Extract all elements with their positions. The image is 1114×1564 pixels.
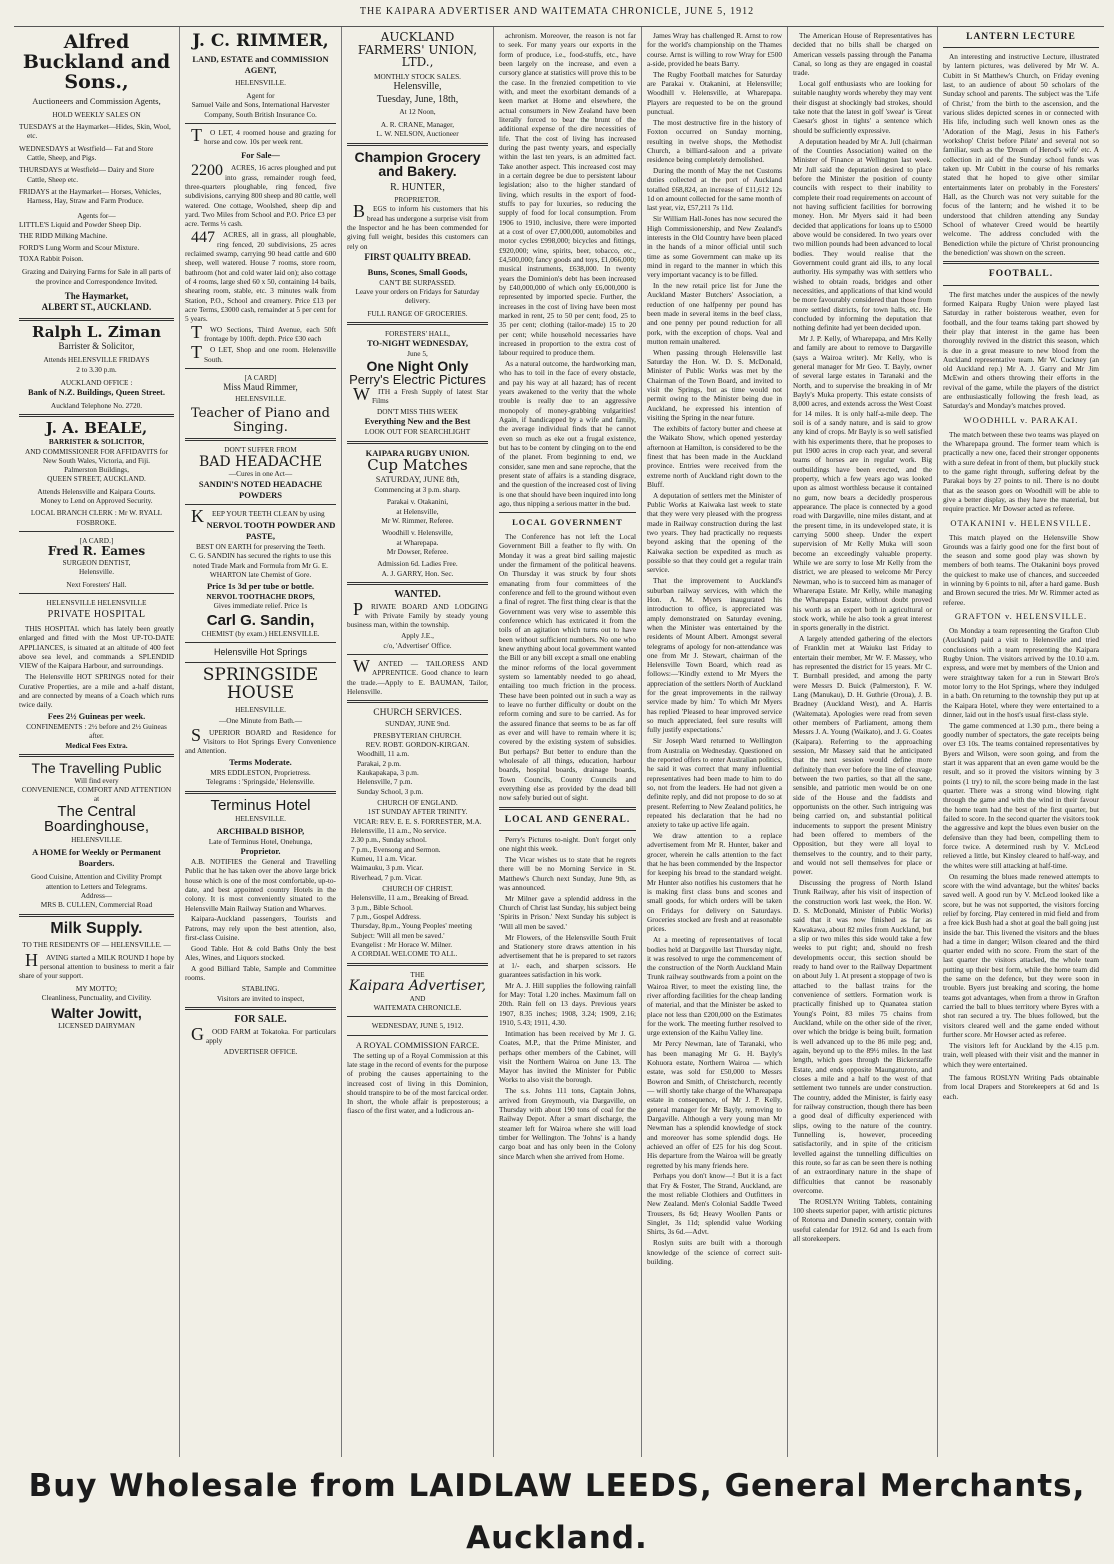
church-pres-item: Kaukapakapa, 3 p.m.: [357, 768, 419, 778]
milk-motto: MY MOTTO;: [75, 983, 118, 993]
farmers-mgr1: A. R. CRANE, Manager,: [380, 120, 455, 130]
buckland-list-item: THURSDAYS at Westfield— Dairy and Store Cattle, Sheep etc.: [19, 165, 155, 184]
rimmer-shop: TO LET, Shop and one room. Helensville South.: [191, 342, 336, 364]
rimmer-agents: Samuel Vaile and Sons, International Harvester Company, South British Insurance Co.: [191, 100, 330, 119]
milk-motto-2: Cleanliness, Punctuality, and Civility.: [41, 992, 152, 1002]
beale-title: J. A. BEALE,: [45, 419, 148, 438]
church-title: CHURCH SERVICES.: [373, 708, 462, 719]
hunter-range: FULL RANGE OF GROCERIES.: [367, 308, 468, 318]
news-para: James Wray has challenged R. Arnst to row for the world's championship on the Thames course. Arnst is willing to row Wray for £500 a-side, provided he beats Barry.: [647, 31, 782, 68]
ziman-line: Attends HELENSVILLE FRIDAYS: [43, 355, 150, 365]
column-7: [938, 27, 1104, 1457]
farmers-monthly: MONTHLY STOCK SALES.: [373, 71, 462, 81]
church-eng-sub: 1ST SUNDAY AFTER TRINITY.: [367, 807, 468, 817]
roslyn-note: The famous ROSLYN Writing Pads obtainable from local Drapers and Storekeepers at 6d and 1s each.: [943, 1072, 1099, 1101]
church-pres-item: Parakai, 2 p.m.: [357, 758, 401, 768]
news-para: The American House of Representatives has decided that no bills shall be charged on American vessels passing through the Panama Canal, so long as they are engaged in coastal trade.: [793, 31, 932, 78]
hunter-body: BEGS to inform his customers that his bread has undergone a surprise visit from the Inspector and he has been commended for giving full weight, besides this customers can rely on: [347, 201, 488, 251]
farmers-town: Helensville,: [393, 81, 442, 93]
church-christ-item: 7 p.m., Gospel Address.: [351, 912, 421, 921]
springs-bath: —One Minute from Bath.—: [218, 716, 303, 726]
farmers-mgr2: L. W. NELSON, Auctioneer: [376, 129, 459, 139]
lantern-body: An interesting and instructive Lecture, illustrated by lantern pictures, was delivered by Mr W. A. Cubitt in St Matthew's Church, on Friday evening last, to an audience of about 50 scholars of the Sunday school and parents. The subject was the 'Life of Christ,' from the birth to the ascension, and the various slides depicted scenes in or connected with His life, including such well known ones as the 'Adoration of the Magi, Jesus in his Father's workshop' Christ before Pilate' and several not so familiar, such as the 'Dream of Herod's wife' etc. A collection in aid of the Sunday school funds was taken up. Mr Cubitt in the course of his remarks stated that he hoped to give other similar entertainments later on probably in the Foresters' Hall, as the Church was not very suitable for the focus of the lantern; and he wished it to be understood that children attending any Sunday School of whatever Creed would be heartily welcome. The address concluded with the Benediction while the picture of 'Christ pronouncing the benediction' was shown on the screen.: [943, 52, 1099, 258]
masthead: THE KAIPARA ADVERTISER AND WAITEMATA CHRONICLE, JUNE 5, 1912: [359, 6, 755, 17]
match3-body-2: The game commenced at 1.30 p.m., there being a goodly number of spectators, the gate receipts being over £3 10s. The teams contained representatives by Byers and Wilson, were soon going, and from the start it was apparent that an even game would be the result, and so it proved the visitors winning by 3 points (1 try) to nil, the score being made in the last quarter. There was a strong wind blowing right through the game and with the wind in their favour the home team had the best of the first quarter, but failed to score. In the second quarter the visitors took the aggressive and kept the blues even busier on the defensive than they had been, compelling them to force twice. A determined rush by V. McLeod relieved a little, but Kinsley cleared to half-way, and the whites were still attacking at half-time.: [943, 720, 1099, 870]
rugby-match-1: Parakai v. Otakanini,: [386, 497, 449, 507]
hunter-name: R. HUNTER,: [390, 182, 445, 194]
church-eng-item: Riverhead, 7 p.m. Vicar.: [351, 872, 422, 882]
farmers-date: Tuesday, June, 18th,: [376, 93, 459, 105]
buckland-addr1: The Haymarket,: [64, 290, 129, 301]
rugby-match-2: Woodhill v. Helensville,: [382, 528, 453, 538]
sandin-dont: DON'T SUFFER FROM: [224, 445, 297, 455]
buckland-sub: Auctioneers and Commission Agents,: [32, 95, 161, 106]
news-para: A largely attended gathering of the electors of Franklin met at Waiuku last Friday to entertain their member, Mr W. F. Massey, who has represented the district for 15 years. Mr C. T. Burnball presided, and among the party were Messrs D. Buick (Palmerston), F. W. Lang (Manukau), D. H. Guthrie (Oroua), J. B. Bradney (Auckland West), and A. Harris (Waitemata). Apologies were read from seven other members of Parliament, among them Messrs J. A. Young (Waikato), and J. G. Coates (Kaipara). Referring to the approaching session, Mr Massey said that he anticipated that the next session would define more definitely than ever before the line of cleavage between the two parties, so that all the sane, sensible, and patriotic men would be on one side of the House and the faddists and opportunists on the other. Such intriguing was being carried on, and substantial political inducements to support the present Ministry had been offered to members of the Opposition, but they were all loyal to themselves to the country, and to their party, and would not sell themselves for place or power.: [793, 634, 932, 877]
milk-title: Milk Supply.: [50, 919, 143, 937]
church-eng-item: 2.30 p.m., Sunday school.: [351, 835, 427, 845]
rimmer-447: ACRES, all in grass, all ploughable, ring fenced, 20 subdivisions, 25 acres reclaimed swamp, carrying 90 head cattle and 600 sheep, well watered. House 7 rooms, store room, bathroom (hot and cold water laid on); also cottage of 4 rooms, large shed 60 x 50, containing 14 bails, shearing room, stable, etc. 3 minutes walk from Station, P.O., School and creamery. Price £13 per acre Terms, £3000 cash, remainder at 5 per cent for 5 years.: [185, 230, 336, 324]
article-para: As a natural outcome, the hardworking man, who has to toil in the face of every obstacle, and pay his way at all hazard; has of recent years awakened to the verity that the whole trouble is really due to an aggressive monopoly of money-grabbing vulgarities! Again, if handicapped by a wife and family, the average individual finds that he cannot even so much as eke out a frugal existence, but has to be content by clinging on to the end of the planet. From beginning to end, we consider, sane men and sane reproche, that the present state of affairs is a standing disgrace, and the question of the increased cost of living is one that should have been inquired into long ago, thus nipping a serious matter in the bud.: [499, 358, 636, 508]
hunter-bread: FIRST QUALITY BREAD.: [364, 252, 471, 263]
column-5: [642, 27, 788, 1457]
rugby-date: SATURDAY, JUNE 8th,: [375, 474, 460, 485]
travel-line: CONVENIENCE, COMFORT AND ATTENTION at: [21, 784, 172, 804]
footer-banner: Buy Wholesale from LAIDLAW LEEDS, General Merchants, Auckland.: [28, 1468, 1086, 1556]
column-2: [180, 27, 342, 1457]
farmers-time: At 12 Noon,: [399, 106, 436, 116]
match3-body: On Monday a team representing the Grafton Club (Auckland) paid a visit to Helensville and tried conclusions with a team representing the Kaipara Rugby Union. The visitors arrived by the 10.10 a.m. express, and were met by members of the Union and were straightway taken for a run in Stewart Bro's motor lorry to the Hot Springs, where they indulged in a bath. On returning to the township they put up at the Kaipara Hotel, where they were entertained to a dinner, laid out in the host's usual first-class style.: [943, 626, 1099, 719]
sandin-name: Carl G. Sandin,: [206, 611, 315, 629]
springs-terms: Terms Moderate.: [229, 757, 292, 768]
terminus-town: HELENSVILLE.: [235, 813, 286, 823]
pictures-every: Everything New and the Best: [364, 416, 471, 427]
beale-clerk: LOCAL BRANCH CLERK : Mr W. RYALL FOSBROKE.: [30, 508, 163, 527]
news-para: Sir William Hall-Jones has now secured the High Commissionership, and New Zealand's interests in the Old Country have been placed in the hands of a minor official until such time as some Government can make up its mind in regard to the manner in which this very important vacancy is to be filled.: [647, 214, 782, 280]
terminus-prop: Proprietor.: [240, 846, 281, 857]
forsale-title: FOR SALE.: [234, 1013, 287, 1025]
church-eng-item: Kumeu, 11 a.m. Vicar.: [351, 854, 417, 864]
hospital-name: PRIVATE HOSPITAL: [47, 609, 146, 621]
paper-chron: WAITEMATA CHRONICLE.: [373, 1002, 462, 1012]
terminus-invite: Visitors are invited to inspect,: [216, 993, 305, 1003]
pictures-june: June 5,: [407, 349, 428, 359]
local-para: Intimation has been received by Mr J. G. Coates, M.P., that the Prime Minister, and perhaps other members of the Cabinet, will visit the Northern Wairoa on June 13. The Mayor has invited the Minister for Public Works to also visit the borough.: [499, 1028, 636, 1085]
column-3: [342, 27, 494, 1457]
church-eng-item: Helensville, 11 a.m., No service.: [351, 826, 447, 836]
sandin-bad: BAD HEADACHE: [198, 453, 323, 470]
rimmer-two: TWO Sections, Third Avenue, each 50ft frontage by 100ft. depth. Price £30 each: [191, 322, 336, 344]
travel-cuisine: Good Cuisine, Attention and Civility Prompt attention to Letters and Telegrams.: [31, 872, 162, 891]
farce-body: The setting up of a Royal Commission at this late stage in the record of events for the purpose of probing the causes appertaining to the increased cost of living in this Dominion, should transpire to be of the most farcical order. In short, the whole affair is preposterous; a fiasco of the first water, and a ludicrous an-: [347, 1050, 488, 1116]
rimmer-forsale: For Sale—: [241, 149, 280, 160]
hunter-cant: CAN'T BE SURPASSED.: [379, 277, 456, 287]
news-para: The ROSLYN Writing Tablets, containing 100 sheets superior paper, with artistic pictures of Rotorua and Dunedin scenery, contain with useful calendar for 1912. 6d and 1s each from all storekeepers.: [793, 1196, 932, 1243]
eames-card: [A CARD.]: [79, 536, 114, 546]
church-christ-item: Thursday, 8p.m., Young Peoples' meeting Subject: 'Will all men be saved.': [351, 921, 473, 940]
wanted-apply: Apply J.E.,: [401, 631, 434, 641]
buckland-sales: HOLD WEEKLY SALES ON: [52, 109, 141, 119]
wanted-body: PRIVATE BOARD AND LODGING with Private Family by steady young business man, within the township.: [347, 598, 488, 630]
news-para: A deputation of settlers met the Minister of Public Works at Kaiwaka last week to state that they were very pleased with the progress made in Railway construction during the last two years. They had practically no requests beyond asking that the opening of the Kaiwaka section be expedited as much as possible so that they could get a regular train service.: [647, 490, 782, 575]
eames-next: Next Foresters' Hall.: [66, 579, 127, 589]
buckland-title: Alfred Buckland and Sons.,: [22, 31, 171, 93]
news-para: Perhaps you don't know—! But it is a fact that Fry & Foster, The Strand, Auckland, are the most reliable Clothiers and Outfitters in New Zealand. Men's Colonial Saddle Tweed Trousers, 8s 6d; Heavy Woollen Pants or Singlet, 3s 11d; splendid value Working Shirts, 3s 6d.—Advt.: [647, 1171, 782, 1237]
local-para: Mr Milner gave a splendid address in the Church of Christ last Sunday, his subject being 'Spirits in Prison.' Next Sunday his subject is 'Will all men be saved.': [499, 893, 636, 931]
hunter-prop: PROPRIETOR.: [394, 194, 441, 204]
church-pres: PRESBYTERIAN CHURCH.: [373, 730, 462, 740]
milk-name: Walter Jowitt,: [51, 1005, 142, 1022]
buckland-list: [19, 122, 174, 206]
rimmer-447-num: 447: [191, 229, 215, 247]
rugby-match-2c: Mr Dowser, Referee.: [386, 547, 449, 557]
terminus-owner: ARCHIBALD BISHOP,: [216, 825, 305, 836]
agent-item: LITTLE'S Liquid and Powder Sheep Dip.: [19, 219, 142, 229]
church-christ-item: Evangelist : Mr Horace W. Milner.: [351, 939, 453, 949]
springs-town: HELENSVILLE.: [235, 705, 286, 715]
terminus-late: Late of Terminus Hotel, Onehunga,: [208, 836, 313, 846]
farmers-title: AUCKLAND FARMERS' UNION, LTD.,: [357, 30, 478, 70]
sandin-price: Price 1s 3d per tube or bottle.: [206, 581, 315, 592]
rimmer-sub: LAND, ESTATE and COMMISSION AGENT,: [192, 53, 329, 75]
local-para: The Vicar wishes us to state that he regrets there will be no Morning Service in St. Matthew's Church next Sunday, June 9th, as was announced.: [499, 854, 636, 892]
match2-body: This match played on the Helensville Show Grounds was a fairly good one for the first bout of the season and some good play was shown by members of both teams. The Otakanini boys proved the quickest to make use of chances, and succeeded in winning by 6 points to nil, after a hard game. Bush and Brown secured the tries. Mr W. Rimmer acted as referee.: [943, 532, 1099, 607]
news-para: Sir Joseph Ward returned to Wellington from Australia on Wednesday. Questioned on the reported offers to enter Australian politics, he said it was correct that many influential representatives had been made to him to do so, not from the leaders. He had not given a definite reply, and did not propose to do so at present. Referring to New Zealand politics, he repeated his declaration that he had no anxiety to take up active life again.: [647, 736, 782, 830]
column-1: [14, 27, 180, 1457]
column-4: [494, 27, 642, 1457]
agent-item: THE RIDD Milking Machine.: [19, 231, 108, 241]
sandin-keep: KEEP YOUR TEETH CLEAN by using: [191, 506, 325, 527]
pictures-with: WITH a Fresh Supply of latest Star Films: [353, 383, 488, 406]
terminus-body-3: Good Table. Hot & cold Baths Only the best Ales, Wines, and Liquors stocked.: [185, 943, 336, 963]
local-para: Perry's Pictures to-night. Don't forget only one night this week.: [499, 834, 636, 854]
news-para: At a meeting of representatives of local bodies held at Dargaville last Thursday night, it was resolved to urge the commencement of the construction of the North Auckland Main Trunk railway southwards from a point on the Wairoa River, to meet the existing line, the river affording facilities for the cheap landing of material, and that the Minister be asked to place not less than £200,000 on the Estimates for the work. The meeting further resolved to urge extension of the Kaihu Valley line.: [647, 935, 782, 1038]
travel-town: HELENSVILLE.: [71, 835, 122, 845]
church-eng-item: Waimauku, 3 p.m. Vicar.: [351, 863, 424, 873]
terminus-title: Terminus Hotel: [210, 796, 311, 814]
rimmer-2200: ACRES, 16 acres ploughed and put into grass, remainder rough feed, three-quarters ploughable, ring fenced, five subdivisions, carrying 800 sheep and 80 cattle, well watered. One cottage, Woolshed, sheep dip and yard. Two Miles from School and P.O. Price £3 per acre. Terms ⅓ cash.: [185, 163, 336, 229]
hospital-fees: Fees 2½ Guineas per week.: [47, 711, 146, 722]
news-para: Local golf enthusiasts who are looking for suitable naughty words whereby they may vent their disgust at shockingly bad strokes, should take note that the latest in golf 'swear' is 'Great Caesar's ghost in tights' a sentence which should be sufficiently expressive.: [793, 79, 932, 135]
pictures-date: TO-NIGHT WEDNESDAY,: [367, 338, 468, 349]
news-para: During the month of May the net Customs duties collected at the port of Auckland totalled £68,824, an increase of £11,612 12s 1d on amount collected for the same month of last year, viz, £57,211 7s 11d.: [647, 166, 782, 213]
wanted-title: WANTED.: [394, 589, 441, 601]
hunter-title: Champion Grocery and Bakery.: [354, 148, 481, 180]
hospital-body-2: The Helensville HOT SPRINGS noted for their Curative Properties, are a mile and a-half distant, and are connected by means of a Coach which runs twice daily.: [19, 672, 174, 710]
rugby-sec: A. J. GARRY, Hon. Sec.: [381, 568, 454, 578]
rimmer-2200-num: 2200: [191, 162, 223, 180]
maud-card: [A CARD]: [244, 372, 277, 382]
article-para: achronism. Moreover, the reason is not far to seek. For many years our exports in the form of produce, i.e., food-stuffs, etc., have been largely on the increase, and even a cursory glance at statistics will prove this to be the case. In the frenzied competition to vie with, and meet the exorbitant demands of a keen market at Home and elsewhere, the actual consumers in New Zealand have been literally forced to bear the brunt of the additional expense of the dire necessities of life. That the cost of living has increased during the past twenty years, and especially within the last ten years, is an admitted fact. Take another aspect. This increased cost may in a certain degree be due to persistent labour legislation; also to the higher standard of living, which results in the export of food-stuffs to pay for luxuries, so reducing the supply of food for local consumption. From 1906 to 1910, inclusive, there were imported at a cost of over £7,000,000, automobiles and motor cycles £998,000; bicycles and fittings, £920,000; wine, spirits, beer, tobacco, etc., £4,500,000; fancy goods and toys, £1,066,000; musical instruments, £638,000. In twenty years the Dominion's debt has been increased by £40,000,000 of which only £6,000,000 is represented by imported specie. Further, the increases in the cost of living have been most marked in rent, 25 to 50 per cent; food, 25 to 35 per cent; clothing (tailor-made) 15 to 20 per cent; while household necessaries have increased in proportion to the extra cost of labour required to produce them.: [499, 31, 637, 358]
rugby-time: Commencing at 3 p.m. sharp.: [374, 485, 461, 495]
paper-and: AND: [409, 993, 426, 1003]
news-para: We draw attention to a replace advertisement from Mr R. Hunter, baker and grocer, wherein he calls attention to the fact that he has been commended by the Inspector for keeping his bread to the standard weight. Mr Hunter also notifies his customers that he is making first class buns and scones and small goods, for which orders will be taken on Fridays for delivery on Saturdays. Groceries stocked are fresh and at reasonable prices.: [647, 831, 782, 934]
ziman-title: Ralph L. Ziman: [32, 322, 161, 341]
news-para: That the improvement to Auckland's suburban railway services, with which the Hon. A. M. Myers inaugurated his introduction to office, is appreciated was amply demonstrated on Saturday evening, when the Minister was entertained by the residents of Mount Albert. Amongst several telegrams of apology for non-attendance was one from Mr J. Stewart, chairman of the Helensville Town Board, which read as follows:—'Kindly extend to Mr Myers the appreciation of the settlers North of Auckland for the great improvements in the railway service made by him.' To which Mr Myers has replied 'Pleased to hear improved service so much appreciated, feel sure results will fully justify expectations.': [647, 576, 782, 735]
church-eng-item: 7 p.m., Evensong and Sermon.: [351, 844, 441, 854]
agent-item: TOXA Rabbit Poison.: [19, 253, 84, 263]
church-pres-list: [347, 749, 488, 796]
church-christ-item: A CORDIAL WELCOME TO ALL.: [351, 949, 458, 959]
sandin-drops: NERVOL TOOTHACHE DROPS,: [206, 592, 315, 602]
news-para: A deputation headed by Mr A. Jull (chairman of the Counties Association) waited on the Minister of Finance at Wellington last week. Mr Jull said the deputation desired to place before the Minister the position of county councils with respect to their inability to complete their road requirements on account of not having sufficient facilities for borrowing money. Hon. Mr Myers said it had been decided that applications for loans up to £5000 above would be considered. In two years over two million pounds had been advanced to local bodies. They would realise that the Government could grant aid ills, to any local authority. His sympathy was with settlers who wished to obtain roads, bridges and other necessities, and applications of that kind would be more favourably considered than those from more settled districts, for town halls, etc. He concluded by informing the deputation that nothing definite had yet been decided upon.: [793, 136, 932, 333]
rugby-adm: Admission 6d. Ladies Free.: [377, 559, 458, 569]
football-body: The first matches under the auspices of the newly formed Kaipara Rugby Union were played last Saturday in rather boisterous weather, even for football, and the four teams taking part showed by their play that interest in the game has been thoroughly revived in the district this season, which is due in a great measure to new blood from the Auckland representative team. Mr W. Cuckney (an old Auckland rep.) Mr A. J. Garry and Mr Jim McEwin and others throwing their efforts in the revival of the game, while the players of the district are enthusiastically following the fresh lead, as Saturday's and Monday's matches proved.: [943, 289, 1099, 411]
buckland-agents-list: [19, 220, 174, 263]
news-para: In the new retail price list for June the Auckland Master Butchers' Association, a reduction of one halfpenny per pound has been made in several items in the beef class, and one penny per pound reduction for all pork, with the exception of chops. Veal and mutton remain unaltered.: [647, 281, 782, 346]
milk-to: TO THE RESIDENTS OF — HELENSVILLE. —: [22, 940, 171, 950]
rugby-match-1c: Mr W. Rimmer, Referee.: [381, 516, 454, 526]
hospital-body: THIS HOSPITAL which has lately been greatly enlarged and fitted with the Most UP-TO-DATE APPLIANCES, is situated at an altitude of 400 feet above sea level, and commands a SPLENDID VIEW of the Kaipara Harbour, and surroundings.: [19, 624, 174, 671]
ziman-bank: Bank of N.Z. Buildings, Queen Street.: [27, 387, 166, 398]
beale-line: Money to Lend on Approved Security.: [40, 496, 153, 506]
eames-town: Helensville.: [78, 567, 115, 577]
agent-item: FORD'S Lung Worm and Scour Mixture.: [19, 242, 140, 252]
pictures-perry: Perry's Electric Pictures: [349, 372, 486, 388]
news-para: Roslyn suits are built with a thorough knowledge of the science of correct suit-building.: [647, 1238, 782, 1266]
pictures-hall: FORESTERS' HALL,: [385, 329, 450, 339]
church-eng-vicar: VICAR: REV. E. E. S. FORRESTER, M.A.: [353, 816, 482, 826]
springs-title: SPRINGSIDE HOUSE: [202, 665, 319, 704]
church-christ-list: [347, 893, 488, 958]
local-gov-title: LOCAL GOVERNMENT: [512, 517, 623, 528]
rugby-cup: Cup Matches: [367, 456, 468, 475]
wanted2-body: WANTED — TAILORESS AND APPRENTICE. Good chance to learn the trade.—Apply to E. BAUMAN, Tailor, Helensville.: [347, 655, 488, 696]
travel-title: The Travelling Public: [31, 759, 162, 776]
rimmer-title: J. C. RIMMER,: [192, 31, 329, 51]
local-gov-para: The Conference has not left the Local Government Bill a feather to fly with. On Monday it was a great bird sailing majestic under the firmament of the political heavens. On Thursday it was struck by four shots emanating from four committees of the conference and fell to the ground without even a final of regret. The first thing clear is that the Government was very wise to assemble this conference which has extricated it from the toils of an agitation which turns out to have been without sufficient numbers. No one who knew anything about local government wanted the Bill or any bill except a small one enabling the minor reforms of the local government system so lamentably needed to go ahead, entailing too much friction in the process. These have been pointed out in such a way as to leave no further difficulty or doubt on the reform coming and sure to be carried. As for the assured finance that seems to be as far off as ever and will have to remain where it is; covered by the existing system of subsidies. But perhaps? But better to endure than the wholesale of all things, education, harbour boards, hospital boards, drainage boards, Town Councils, County Councils and everything else as provided by the dead bill now safely buried out of sight.: [499, 532, 636, 803]
ziman-time: 2 to 3.30 p.m.: [76, 364, 117, 374]
beale-line: Palmerston Buildings,: [64, 465, 129, 475]
news-para: Mr J. P. Kelly, of Wharepapa, and Mrs Kelly and family are about to remove to Dargaville (says a Wairoa writer). Mr Kelly, who is general manager for Mr Geo. T. Bayly, owner of several large estates in Taranaki and the North, and to supervise the breaking in of Mr Bayly's Muka property. This estate consists of 8,000 acres, and extends across the West Coast for 14 miles. It is only half-a-mile deep. The soil is of a sandy nature, and is said to grow any kind of crops. Mr Bayly is so well satisfied with his experiments there, that he proposes to put 1900 acres in crop each year, and several teams of horses are in regular work. Big outbuildings have been erected, and the property, which a few years ago was looked upon as almost worthless because it contained no gum, now bears a decidedly prosperous appearance. The place is connected by a good road with Dargaville, nine miles distant, and at the present time, in its undeveloped state, it is carrying 5000 sheep. Under the expert supervision of Mr Kelly Muka will soon become an exceedingly valuable property. While we are sorry to lose Mr Kelly from the district, we are pleased to welcome Mr Percy Newman, who is to succeed him as manager of Wharerapa Estate. Mr Kelly, while managing the Wharepapa Estate, without doubt proved his worth as an expert both in agricultural or stock work, while he also took a great interest in sports generally in the district.: [793, 334, 932, 633]
eames-sub: SURGEON DENTIST,: [62, 558, 131, 568]
terminus-stabling: STABLING.: [241, 984, 280, 994]
ziman-phone: Auckland Telephone No. 2720.: [50, 401, 143, 411]
pictures-look: LOOK OUT FOR SEARCHLIGHT: [364, 427, 471, 437]
terminus-body-4: A good Billiard Table, Sample and Committee rooms.: [185, 964, 336, 983]
match3-body-4: The visitors left for Auckland by the 4.15 p.m. train, well pleased with their visit and the manner in which they were entertained.: [943, 1040, 1099, 1069]
pictures-dont: DON'T MISS THIS WEEK: [377, 407, 458, 417]
springs-tel: Telegrams : 'Springside,' Helensville.: [206, 777, 315, 787]
ziman-sub: Barrister & Solicitor,: [58, 340, 135, 351]
local-para: Mr Flowers, of the Helensville South Fruit and Stationery store draws attention in his advertisement that he is prepared to set razors at 1/- each, and sharpen scissors. He guarantees satisfaction in his work.: [499, 932, 636, 979]
hunter-buns: Buns, Scones, Small Goods,: [367, 266, 468, 277]
rugby-match-2b: at Wharepapa.: [396, 537, 439, 547]
springs-body: SUPERIOR BOARD and Residence for Visitors to Hot Springs Every Convenience and Attention.: [185, 724, 336, 756]
farce-title: A ROYAL COMMISSION FARCE.: [355, 1039, 480, 1050]
rugby-title: KAIPARA RUGBY UNION.: [365, 447, 470, 458]
sandin-best: BEST ON EARTH for preserving the Teeth.: [195, 541, 326, 551]
church-christ: CHURCH OF CHRIST.: [382, 884, 453, 894]
paper-the: THE: [410, 969, 425, 979]
buckland-list-item: WEDNESDAYS at Westfield— Fat and Store Cattle, Sheep, and Pigs.: [19, 143, 154, 162]
church-pres-item: Sunday School, 3 p.m.: [357, 786, 424, 796]
buckland-list-item: TUESDAYS at the Haymarket—Hides, Skin, Wool, etc.: [19, 122, 171, 141]
springs-line: Helensville Hot Springs: [213, 646, 308, 657]
hospital-medical: Medical Fees Extra.: [65, 740, 128, 750]
springs-mrs: MRS EDDLESTON, Proprietress.: [210, 768, 311, 778]
rimmer-town: HELENSVILLE.: [235, 77, 286, 87]
news-para: The most destructive fire in the history of Foxton occurred on Sunday morning, resulting in twelve shops, the Methodist Church, a billiard-saloon and a private residence being completely demolished.: [647, 117, 782, 165]
column-6: [788, 27, 938, 1457]
milk-body: HAVING started a MILK ROUND I hope by personal attention to business to merit a fair share of your support.: [19, 949, 174, 981]
rugby-match-1b: at Helensville,: [396, 506, 439, 516]
buckland-grazing: Grazing and Dairying Farms for Sale in all parts of the province and Correspondence Invited.: [22, 267, 171, 286]
beale-line: QUEEN STREET, AUCKLAND.: [47, 474, 146, 484]
local-para: The s.s. Johns 111 tons, Captain Johns, arrived from Greymouth, via Dargaville, on Thursday with about 190 tons of coal for the Railway Depot. After a smart discharge, the steamer left for Wairoa where she will load timber for Wellington. The 'Johns' is a handy cargo boat and has only been in the Colony since March when she arrived from Home.: [499, 1086, 636, 1161]
news-para: When passing through Helensville last Saturday the Hon. W. D. S. McDonald, Minister of Public Works was met by the Chairman of the Town Board, and invited to visit the Springs, but as time would not permit owing to the Minister being due in Auckland, he expressed his intention of visiting the Spring in the near future.: [647, 347, 782, 423]
local-para: Mr A. J. Hill supplies the following rainfall for May: Total 1.20 inches. Maximum fall on 20th. Rain fell on 13 days. Previous years 1907, 8.35 inches; 1908, 3.24; 1909, 2.16; 1910, 5.43; 1911, 4.30.: [499, 980, 636, 1028]
ziman-office: AUCKLAND OFFICE :: [60, 377, 133, 387]
church-pres-item: Woodhill, 11 a.m.: [357, 749, 410, 759]
football-title: FOOTBALL.: [988, 269, 1054, 280]
sandin-powders: SANDIN'S NOTED HEADACHE POWDERS: [198, 478, 323, 500]
buckland-addr2: ALBERT ST., AUCKLAND.: [41, 302, 152, 313]
paper-date: WEDNESDAY, JUNE 5, 1912.: [371, 1021, 464, 1031]
match1-body: The match between these two teams was played on the Wharepapa ground. The former team which is practically a new one, faced their stronger opponents with a sure defeat in front of them, but pluckily stuck to the game right through, suffering defeat by the Parakai boys by 27 points to nil. There is no doubt that as the season goes on Woodhill will be able to give a better display, as they have the material, but require practice. Mr Dowser acted as referee.: [943, 429, 1099, 514]
pictures-one: One Night Only: [366, 357, 469, 374]
maud-town: HELENSVILLE.: [235, 393, 286, 403]
church-pres-item: Helensville, 7 p.m.: [357, 777, 413, 787]
church-pres-rev: REV. ROBT. GORDON-KIRGAN.: [365, 740, 470, 750]
local-title: LOCAL AND GENERAL.: [504, 814, 631, 825]
sandin-nervol: NERVOL TOOTH POWDER AND PASTE,: [206, 520, 336, 542]
travel-mrs: MRS B. CULLEN, Commercial Road: [40, 900, 153, 910]
beale-line: Attends Helensville and Kaipara Courts.: [37, 486, 156, 496]
wanted-office: c/o, 'Advertiser' Office.: [383, 640, 452, 650]
news-para: Discussing the progress of North Island Trunk Railway, after his visit of inspection of the construction work last week, the Hon. W. D. S. McDonald, Minister of Public Works) said that it was now finished as far as Kawakawa, about 82 miles from Auckland, but a slip or two miles this side would take a few weeks to put right; and, should no fresh developments occur, this section should be ready to hand over to the Railway Department on about July 1. At present a stoppage of two is attached to the ballast trains for the convenience of settlers. Formation work is practically finished up to Quanatea station Young's Point, 83 miles 75 chains from Auckland, while on the other side of the river, over which the bridge is being built, formation is well advanced up to the 86 mile peg; and, again, beyond up to the 89½ miles. In the last length, which goes through the Bickerstaffe Estate, and ends opposite Maungaturoto, and closes a mile and a half to the west of that settlement two tunnels are under construction. The country, added the Minister, is fairly easy for railway construction, though there has been a good deal of difficulty experienced with slips, owing to the nature of the country. Tunnelling is, however, proceeding satisfactorily, and in spite of the criticism levelled against the tunnelling difficulties on this route, so far as can be seen there is nothing of an extraordinary nature in the shape of difficulties that cannot be reasonably overcome.: [793, 878, 932, 1195]
beale-line: AND COMMISSIONER FOR AFFIDAVITS for New South Wales, Victoria, and Fiji.: [25, 446, 168, 465]
church-sunday: SUNDAY, JUNE 9nd.: [385, 719, 450, 729]
rimmer-tolet: TO LET, 4 roomed house and grazing for horse and cow. 10s per week rent.: [191, 124, 336, 147]
sandin-secured: C. G. SANDIN has secured the rights to use this noted Trade Mark and Formula from Mr G. E. WHARTON late Chemist of Gore.: [189, 551, 332, 579]
church-christ-item: 3 p.m., Bible School.: [351, 902, 413, 912]
eames-title: Fred R. Eames: [47, 544, 146, 559]
maud-teacher: Teacher of Piano and Singing.: [190, 406, 330, 435]
beale-sub: BARRISTER & SOLICITOR,: [48, 437, 145, 447]
hospital-top: HELENSVILLE HELENSVILLE: [46, 598, 147, 608]
travel-line: Will find every: [74, 775, 119, 785]
hospital-conf: CONFINEMENTS : 2½ before and 2½ Guineas after.: [26, 721, 167, 741]
maud-name: Miss Maud Rimmer,: [223, 382, 298, 393]
match3-body-3: On resuming the blues made renewed attempts to score with the wind advantage, but the whites' backs saved well. A good run by V. McLeod looked like a score, but he was not supported, the visitors forcing relief by forcing. Play centered in mid field and from a free kick Bush had a shot at goal the ball going just inside the bar. This livened the visitors and the blues had a time in danger; Wilson cleared and the third quarter ended with no score. From the start of the last quarter the visitors attacked, the whole team putting up their best form, while the home team did the same on the defence, but they were soon in trouble. Byers just breaking and scoring, the home teams got advantages, when from a throw in Grafton carried the ball to blues territory where Byres with a shot ran secured a try. The blues followed, but the visitors cleared well and the game ended without further score. Mr Howser acted as referee.: [943, 871, 1099, 1040]
news-para: Mr Percy Newman, late of Taranaki, who has been managing Mr G. H. Bayly's Kohuora estate, Northern Wairoa — which estate, was sold for £50,000 to Messrs Bowron and Smith, of Christchurch, recently — will shortly take charge of the Whareapapa estate in consequence, of Mr J. P. Kelly, general manager for Mr Bayly, removing to Dargaville. Although a very young man Mr Newman has a splendid knowledge of stock and moreover has some splendid dogs. He achieved an offer of £25 for his dog Scout. His departure from the Wairoa will be greatly regretted by his many friends here.: [647, 1039, 782, 1170]
church-christ-item: Helensville, 11 a.m., Breaking of Bread.: [351, 893, 469, 903]
travel-home: A HOME for Weekly or Permanent Boarders.: [32, 847, 161, 869]
milk-lic: LICENSED DAIRYMAN: [58, 1020, 135, 1030]
church-eng-list: [347, 826, 488, 882]
news-para: The Rugby Football matches for Saturday are Parakai v. Otakanini, at Helensville; Woodhill v. Helensville, at Wharepapa. Players are requested to be on the ground punctual.: [647, 69, 782, 117]
travel-addr: Address—: [80, 890, 113, 900]
buckland-list-item: FRIDAYS at the Haymarket— Horses, Vehicles, Harness, Hay, Straw and Farm Produce.: [19, 186, 162, 206]
match1-title: WOODHILL v. PARAKAI.: [963, 414, 1079, 425]
buckland-agents: Agents for—: [77, 210, 116, 220]
terminus-body-2: Kaipara-Auckland passengers, Tourists and Patrons, may rely upon the best attention, also, first-class Cuisine.: [185, 914, 336, 943]
forsale-office: ADVERTISER OFFICE.: [223, 1046, 298, 1056]
newspaper-page: [14, 26, 1104, 1457]
travel-name: The Central Boardinghouse,: [43, 802, 150, 836]
sandin-relief: Gives immediate relief. Price 1s: [213, 601, 308, 611]
lantern-title: LANTERN LECTURE: [966, 32, 1076, 42]
sandin-cured: —Cures in one Act—: [228, 469, 293, 479]
match2-title: OTAKANINI v. HELENSVILLE.: [950, 517, 1092, 528]
rimmer-agent: Agent for: [246, 90, 275, 100]
terminus-body: A.B. NOTIFIES the General and Travelling Public that he has taken over the above large brick house which is one of the most comfortable, up-to-date, and best appointed country Hotels in the colony. It is most conveniently situated to the Helensville Main Railway Station and Wharves.: [185, 856, 336, 913]
church-eng: CHURCH OF ENGLAND.: [377, 798, 458, 808]
paper-name: Kaipara Advertiser,: [348, 977, 487, 994]
match3-title: GRAFTON v. HELENSVILLE.: [954, 611, 1088, 622]
forsale-body: GOOD FARM at Tokatoka. For particulars apply: [191, 1023, 336, 1045]
news-para: The exhibits of factory butter and cheese at the Waikato Show, which opened yesterday afternoon at Hamilton, is considered to be the finest that has been made in the Auckland province. Entries were received from the extreme north of Auckland right down to the Bluff.: [647, 423, 782, 489]
sandin-chem: CHEMIST (by exam.) HELENSVILLE.: [201, 628, 320, 638]
hunter-orders: Leave your orders on Fridays for Saturday delivery.: [355, 287, 480, 306]
